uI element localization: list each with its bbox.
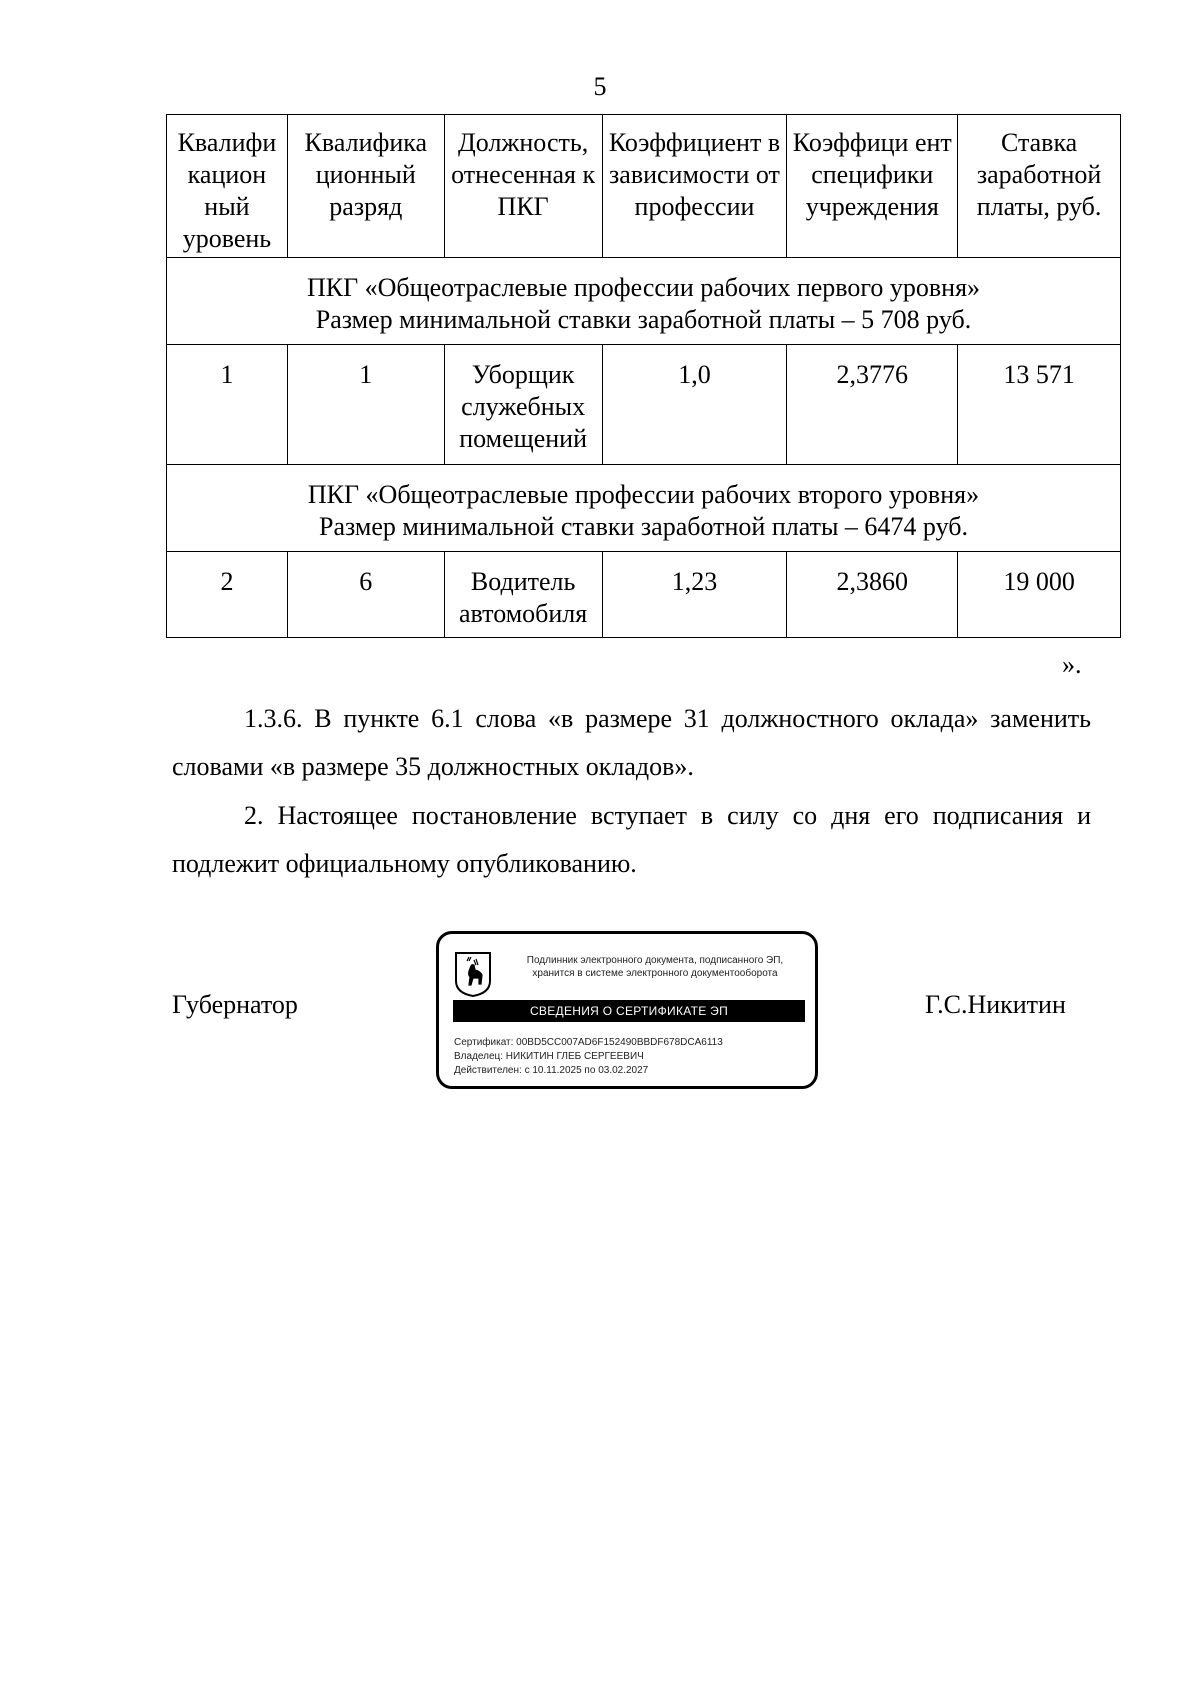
amendment-paragraph: 1.3.6. В пункте 6.1 слова «в размере 31 должностного оклада» заменить словами «в размере 35 должностных окладов».: [172, 704, 1091, 781]
group-heading: [167, 465, 1121, 552]
group-minimum-rate: Размер минимальной ставки заработной платы – 6474 руб.: [319, 512, 968, 541]
page-number: 5: [593, 72, 607, 101]
table-cell: Водитель автомобиля: [444, 552, 602, 638]
table-cell: 19 000: [958, 552, 1121, 638]
table-cell: 1: [167, 345, 288, 465]
table-cell: 2: [167, 552, 288, 638]
header-cell-institution-coefficient: Коэффици ент специфики учреждения: [787, 115, 958, 258]
group-title: ПКГ «Общеотраслевые профессии рабочих второго уровня»: [307, 480, 980, 509]
header-cell-wage-rate: Ставка заработной платы, руб.: [958, 115, 1121, 258]
table-cell: 6: [287, 552, 444, 638]
stamp-owner: Владелец: НИКИТИН ГЛЕБ СЕРГЕЕВИЧ: [454, 1051, 644, 1062]
group-row: [167, 465, 1121, 552]
signatory-name: Г.С.Никитин: [925, 990, 1066, 1019]
header-cell-qualification-level: Квалифи кацион ный уровень: [167, 115, 288, 258]
header-cell-position: Должность, отнесенная к ПКГ: [444, 115, 602, 258]
electronic-signature-stamp: [436, 931, 818, 1089]
table-row: [167, 552, 1121, 638]
table-cell: 2,3776: [787, 345, 958, 465]
stamp-header: СВЕДЕНИЯ О СЕРТИФИКАТЕ ЭП: [453, 1000, 805, 1022]
table-cell: 2,3860: [787, 552, 958, 638]
header-cell-qualification-grade: Квалифика ционный разряд: [287, 115, 444, 258]
group-title: ПКГ «Общеотраслевые профессии рабочих первого уровня»: [306, 273, 981, 302]
table-cell: 13 571: [958, 345, 1121, 465]
stamp-certificate-info: [454, 1036, 723, 1078]
salary-table: [166, 114, 1121, 638]
table-row: [167, 345, 1121, 465]
table-cell: 1,0: [602, 345, 787, 465]
effective-date-paragraph: 2. Настоящее постановление вступает в силу со дня его подписания и подлежит официальному опубликованию.: [172, 801, 1091, 878]
group-row: [167, 258, 1121, 345]
group-minimum-rate: Размер минимальной ставки заработной платы – 5 708 руб.: [315, 305, 972, 334]
stamp-certificate-number: Сертификат: 00BD5CC007AD6F152490BBDF678DCA6113: [454, 1037, 723, 1048]
stamp-origin-line: Подлинник электронного документа, подписанного ЭП,: [526, 955, 784, 966]
header-cell-profession-coefficient: Коэффициент в зависимости от профессии: [602, 115, 787, 258]
closing-quote: ».: [1062, 650, 1082, 679]
table-cell: 1: [287, 345, 444, 465]
table-header-row: [167, 115, 1121, 258]
deer-emblem-icon: [454, 951, 492, 997]
table-cell: Уборщик служебных помещений: [444, 345, 602, 465]
stamp-origin-note: [499, 954, 811, 980]
table-cell: 1,23: [602, 552, 787, 638]
signatory-title: Губернатор: [172, 990, 298, 1019]
group-heading: [167, 258, 1121, 345]
stamp-origin-line: хранится в системе электронного документооборота: [532, 968, 778, 979]
stamp-validity: Действителен: с 10.11.2025 по 03.02.2027: [454, 1065, 649, 1076]
